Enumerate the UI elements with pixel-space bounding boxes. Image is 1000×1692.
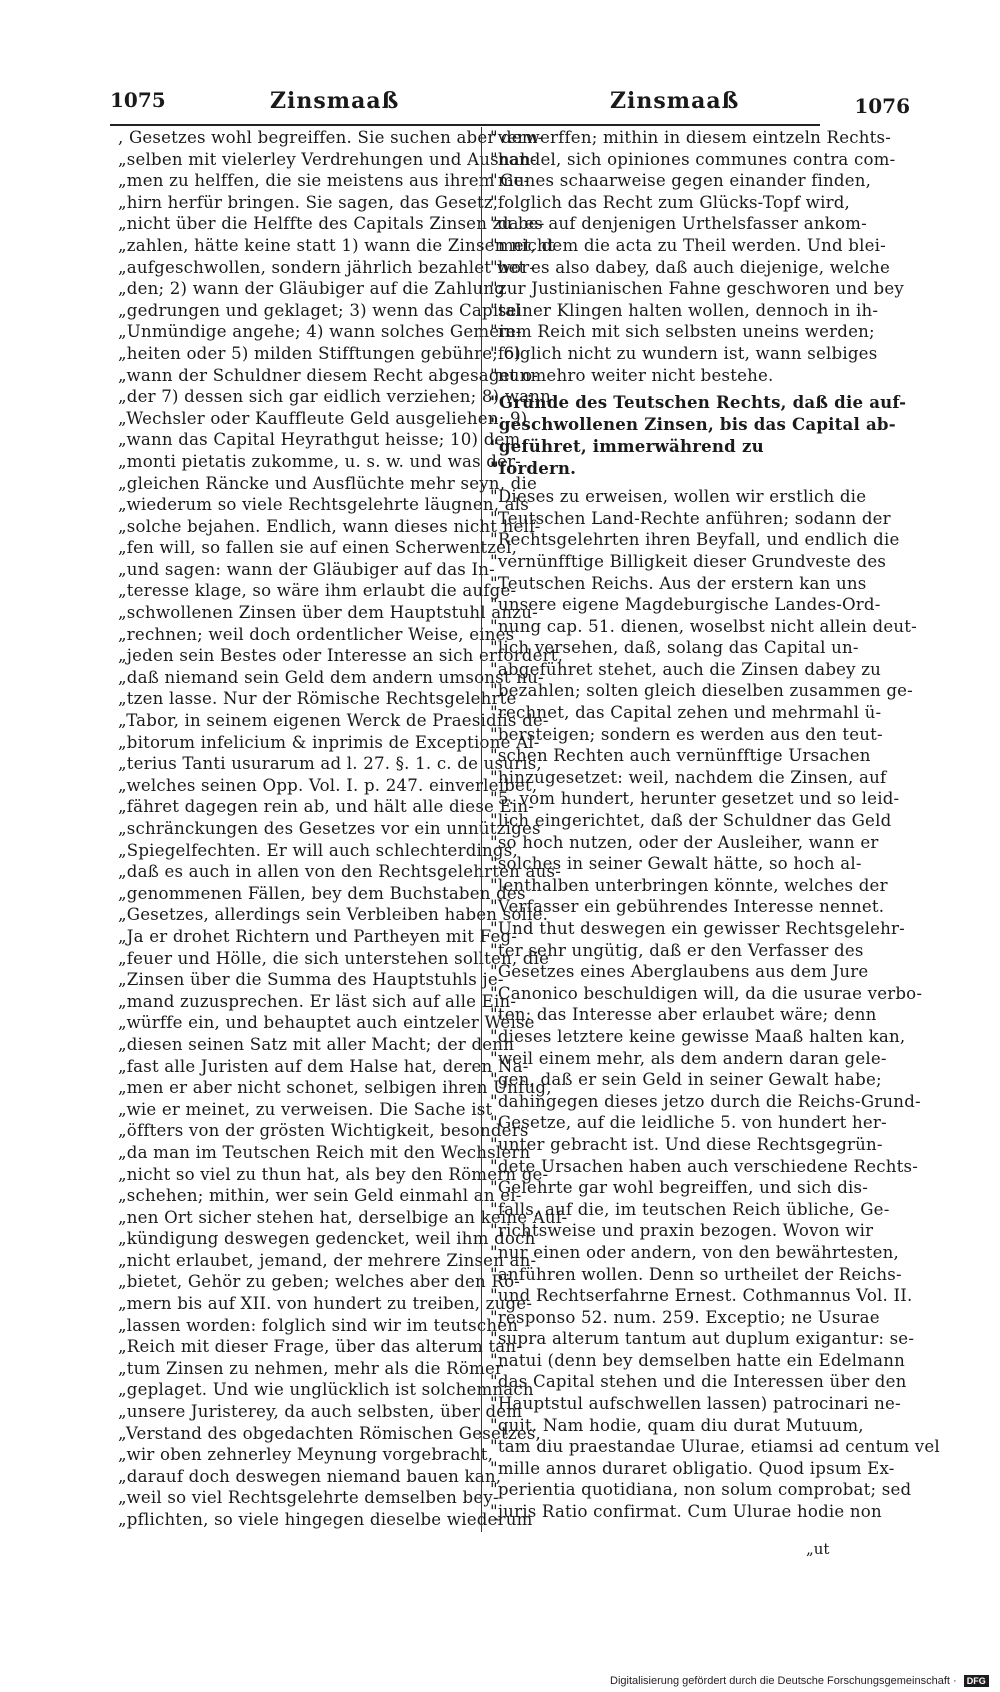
text-line: „diesen seinen Satz mit aller Macht; der denn	[118, 1034, 515, 1054]
text-line: „fast alle Juristen auf dem Halse hat, deren Na-	[118, 1056, 529, 1076]
dfg-logo: DFG	[964, 1675, 989, 1687]
text-line: , Gesetzes wohl begreiffen. Sie suchen aber dem-	[118, 128, 544, 147]
text-line: "Und thut deswegen ein gewisser Rechtsgelehr-	[490, 919, 905, 938]
text-line: „öffters von der grösten Wichtigkeit, besonders	[118, 1121, 529, 1141]
text-line: "mille annos duraret obligatio. Quod ipsum Ex-	[490, 1458, 895, 1478]
text-line: „Unmündige angehe; 4) wann solches Gemein-	[118, 322, 522, 342]
text-line: "seiner Klingen halten wollen, dennoch in ih-	[490, 300, 879, 320]
text-line: "vernünfftige Billigkeit dieser Grundveste des	[490, 551, 887, 571]
text-line: „mand zuzusprechen. Er läst sich auf alle Ein-	[118, 991, 517, 1011]
text-line: „daß niemand sein Geld dem andern umsonst nu-	[118, 667, 544, 687]
text-line: „jeden sein Bestes oder Interesse an sich erfordert,	[118, 646, 564, 666]
text-line: "dahingegen dieses jetzo durch die Reichs-Grund-	[490, 1091, 921, 1111]
text-line: "solches in seiner Gewalt hätte, so hoch al-	[490, 854, 862, 874]
heading-line: "geführet, immerwährend zu	[490, 436, 764, 457]
text-line: „men zu helffen, die sie meistens aus ihrem Ge-	[118, 171, 530, 191]
text-line: "verwerffen; mithin in diesem eintzeln Rechts-	[490, 128, 892, 147]
text-line: „feuer und Hölle, die sich unterstehen sollten, die	[118, 948, 550, 968]
text-line: „schränckungen des Gesetzes vor ein unnütziges	[118, 819, 541, 838]
heading-line: "geschwollenen Zinsen, bis das Capital ab-	[490, 414, 896, 435]
catchword: „ut	[806, 1540, 830, 1558]
text-line: „gedrungen und geklaget; 3) wenn das Capital	[118, 300, 521, 320]
header-rule	[110, 124, 820, 126]
text-line: „Spiegelfechten. Er will auch schlechterdings,	[118, 840, 518, 860]
text-line: "das Capital stehen und die Interessen über den	[490, 1372, 907, 1392]
text-line: "supra alterum tantum aut duplum exigantur: se-	[490, 1329, 915, 1349]
text-line: „heiten oder 5) milden Stifftungen gebühre; 6)	[118, 343, 521, 363]
text-line: „nicht erlaubet, jemand, der mehrere Zinsen an-	[118, 1250, 537, 1270]
text-line: "rechnet, das Capital zehen und mehrmahl ü-	[490, 703, 882, 723]
text-line: „wie er meinet, zu verweisen. Die Sache ist	[118, 1099, 493, 1119]
text-line: "gen, daß er sein Geld in seiner Gewalt habe;	[490, 1070, 882, 1090]
text-line: „genommenen Fällen, bey dem Buchstaben des	[118, 883, 526, 903]
text-line: "Verfasser ein gebührendes Interesse nennet.	[490, 897, 885, 917]
heading-line: "fordern.	[490, 458, 577, 479]
text-line: „terius Tanti usurarum ad l. 27. §. 1. c. de usuris,	[118, 754, 542, 774]
text-line: "zur Justinianischen Fahne geschworen und bey	[490, 279, 904, 299]
text-line: „Zinsen über die Summa des Hauptstuhls je-	[118, 970, 504, 990]
text-line: „und sagen: wann der Gläubiger auf das In-	[118, 559, 495, 579]
text-line: „bietet, Gehör zu geben; welches aber den Rö-	[118, 1272, 521, 1292]
text-line: „würffe ein, und behauptet auch eintzeler Weise	[118, 1013, 535, 1033]
section-heading	[490, 392, 907, 480]
text-line: „aufgeschwollen, sondern jährlich bezahlet wor-	[118, 257, 536, 277]
text-line: "Gesetze, auf die leidliche 5. von hundert her-	[490, 1113, 887, 1133]
text-line: "handel, sich opiniones communes contra com-	[490, 149, 896, 169]
text-line: „selben mit vielerley Verdrehungen und Ausnah-	[118, 149, 537, 169]
text-line: „wann der Schuldner diesem Recht abgesaget o-	[118, 365, 539, 385]
text-line: "lich versehen, daß, solang das Capital un-	[490, 638, 859, 658]
text-line: "ter sehr ungütig, daß er den Verfasser des	[490, 940, 864, 960]
right-column-text-top	[490, 127, 904, 386]
text-line: „welches seinen Opp. Vol. I. p. 247. einverleibet,	[118, 775, 538, 795]
footer-text: Digitalisierung gefördert durch die Deutsche Forschungsgemeinschaft ·	[610, 1675, 957, 1687]
text-line: „monti pietatis zukomme, u. s. w. und was der-	[118, 451, 522, 471]
text-line: „rechnen; weil doch ordentlicher Weise, eines	[118, 624, 515, 644]
text-line: „mern bis auf XII. von hundert zu treiben, zuge-	[118, 1294, 533, 1314]
text-line: "bersteigen; sondern es werden aus den teut-	[490, 724, 883, 744]
text-line: "weil einem mehr, als dem andern daran gele-	[490, 1048, 887, 1068]
text-line: "unsere eigene Magdeburgische Landes-Ord-	[490, 595, 881, 615]
text-line: „fen will, so fallen sie auf einen Scherwentzel,	[118, 538, 518, 558]
text-line: "Canonico beschuldigen will, da die usurae verbo-	[490, 983, 923, 1003]
text-line: „fähret dagegen rein ab, und hält alle diese Ein-	[118, 797, 535, 817]
digitization-footer	[610, 1675, 989, 1687]
text-line: "munes schaarweise gegen einander finden,	[490, 171, 872, 191]
text-line: „Reich mit dieser Frage, über das alterum tan-	[118, 1337, 523, 1357]
text-line: "richtsweise und praxin bezogen. Wovon wir	[490, 1221, 874, 1241]
text-line: "bet es also dabey, daß auch diejenige, welche	[490, 257, 891, 277]
right-column	[490, 127, 940, 1523]
text-line: „Gesetzes, allerdings sein Verbleiben haben solle.	[118, 905, 549, 925]
text-line: "dieses letztere keine gewisse Maaß halten kan,	[490, 1026, 906, 1046]
text-line: "da es auf denjenigen Urthelsfasser ankom-	[490, 214, 867, 234]
text-line: "falls, auf die, im teutschen Reich übliche, Ge-	[490, 1199, 890, 1219]
text-line: „nicht so viel zu thun hat, als bey den Römern ge-	[118, 1164, 549, 1184]
text-line: "dete Ursachen haben auch verschiedene Rechts-	[490, 1156, 919, 1176]
text-line: "responso 52. num. 259. Exceptio; ne Usurae	[490, 1307, 880, 1327]
text-line: "tam diu praestandae Ulurae, etiamsi ad centum vel	[490, 1437, 940, 1457]
text-line: "abgeführet stehet, auch die Zinsen dabey zu	[490, 659, 882, 679]
text-line: „Ja er drohet Richtern und Partheyen mit Feg-	[118, 926, 518, 946]
text-line: "lenthalben unterbringen könnte, welches der	[490, 875, 888, 895]
text-line: „Tabor, in seinem eigenen Werck de Praesidiis de-	[118, 711, 549, 731]
running-head-left: Zinsmaaß	[270, 88, 400, 114]
text-line: "Gesetzes eines Aberglaubens aus dem Jure	[490, 962, 869, 982]
text-line: „da man im Teutschen Reich mit den Wechslern	[118, 1142, 531, 1162]
text-line: "rem Reich mit sich selbsten uneins werden;	[490, 322, 875, 342]
text-line: "unter gebracht ist. Und diese Rechtsgegrün-	[490, 1134, 883, 1154]
text-line: „nicht über die Helffte des Capitals Zinsen zu be-	[118, 214, 545, 234]
text-line: „teresse klage, so wäre ihm erlaubt die aufge-	[118, 581, 517, 601]
text-line: „Wechsler oder Kauffleute Geld ausgeliehen; 9)	[118, 408, 528, 428]
text-line: „schehen; mithin, wer sein Geld einmahl an ei-	[118, 1186, 522, 1206]
text-line: "und Rechtserfahrne Ernest. Cothmannus Vol. II.	[490, 1286, 913, 1306]
page-header	[110, 88, 910, 124]
page-number-left: 1075	[110, 88, 166, 112]
text-line: "lich eingerichtet, daß der Schuldner das Geld	[490, 811, 892, 831]
text-line: "anführen wollen. Denn so urtheilet der Reichs-	[490, 1264, 902, 1284]
text-line: "bezahlen; solten gleich dieselben zusammen ge-	[490, 681, 913, 701]
text-line: „den; 2) wann der Gläubiger auf die Zahlung	[118, 279, 506, 299]
text-line: „solche bejahen. Endlich, wann dieses nicht helf-	[118, 516, 541, 536]
text-line: "met, dem die acta zu Theil werden. Und blei-	[490, 235, 886, 255]
text-line: „der 7) dessen sich gar eidlich verziehen; 8) wann	[118, 387, 552, 407]
text-line: "folglich das Recht zum Glücks-Topf wird,	[490, 192, 851, 212]
text-line: "Teutschen Land-Rechte anführen; sodann der	[490, 508, 891, 528]
text-line: "nur einen oder andern, von den bewährtesten,	[490, 1242, 899, 1262]
text-line: "Dieses zu erweisen, wollen wir erstlich die	[490, 487, 867, 507]
text-line: „hirn herfür bringen. Sie sagen, das Gesetz,	[118, 192, 499, 212]
text-line: „bitorum infelicium & inprimis de Exceptione Al-	[118, 732, 540, 752]
text-line: "natui (denn bey demselben hatte ein Edelmann	[490, 1350, 905, 1370]
text-line: „daß es auch in allen von den Rechtsgelehrten aus-	[118, 862, 562, 882]
text-line: "Gelehrte gar wohl begreiffen, und sich dis-	[490, 1178, 869, 1198]
column-divider	[481, 127, 482, 1532]
text-line: "nunmehro weiter nicht bestehe.	[490, 365, 774, 385]
text-line: "so hoch nutzen, oder der Ausleiher, wann er	[490, 832, 879, 852]
running-head-right: Zinsmaaß	[610, 88, 740, 114]
text-line: "schen Rechten auch vernünfftige Ursachen	[490, 746, 871, 766]
text-line: „Verstand des obgedachten Römischen Gesetzes,	[118, 1423, 542, 1443]
text-line: "Hauptstul aufschwellen lassen) patrocinari ne-	[490, 1394, 901, 1414]
text-line: „pflichten, so viele hingegen dieselbe wiederum	[118, 1510, 533, 1529]
text-line: „kündigung deswegen gedencket, weil ihm doch	[118, 1229, 536, 1249]
text-line: "Rechtsgelehrten ihren Beyfall, und endlich die	[490, 530, 900, 550]
text-line: „schwollenen Zinsen über dem Hauptstuhl anzu-	[118, 603, 538, 623]
text-line: "folglich nicht zu wundern ist, wann selbiges	[490, 343, 878, 363]
text-line: „wir oben zehnerley Meynung vorgebracht,	[118, 1445, 494, 1465]
text-line: „weil so viel Rechtsgelehrte demselben bey-	[118, 1488, 499, 1508]
text-line: „unsere Juristerey, da auch selbsten, über dem	[118, 1402, 523, 1422]
text-line: „nen Ort sicher stehen hat, derselbige an keine Auf-	[118, 1207, 568, 1227]
text-line: „tum Zinsen zu nehmen, mehr als die Römer	[118, 1358, 504, 1378]
text-line: "nung cap. 51. dienen, woselbst nicht allein deut-	[490, 616, 917, 636]
text-line: „wann das Capital Heyrathgut heisse; 10) dem	[118, 430, 521, 450]
page-number-right: 1076	[854, 94, 910, 118]
text-line: „tzen lasse. Nur der Römische Rechtsgelehrte	[118, 689, 517, 709]
text-line: "hinzugesetzet: weil, nachdem die Zinsen, auf	[490, 767, 887, 787]
right-column-text-bottom	[490, 486, 940, 1523]
text-line: "ten: das Interesse aber erlaubet wäre; denn	[490, 1005, 877, 1025]
text-line: „darauf doch deswegen niemand bauen kan,	[118, 1466, 502, 1486]
text-line: „men er aber nicht schonet, selbigen ihren Unfug,	[118, 1078, 552, 1098]
text-line: "perientia quotidiana, non solum comprobat; sed	[490, 1480, 912, 1500]
text-line: "Teutschen Reichs. Aus der erstern kan uns	[490, 573, 867, 593]
heading-line: "Gründe des Teutschen Rechts, daß die auf-	[490, 392, 907, 413]
text-line: "5. vom hundert, herunter gesetzet und so leid-	[490, 789, 900, 809]
text-line: „lassen worden: folglich sind wir im teutschen	[118, 1315, 519, 1335]
text-line: „gleichen Räncke und Ausflüchte mehr seyn, die	[118, 473, 537, 493]
text-line: „wiederum so viele Rechtsgelehrte läugnen, als	[118, 495, 529, 515]
text-line: "juris Ratio confirmat. Cum Ulurae hodie non	[490, 1502, 882, 1522]
text-line: „geplaget. Und wie unglücklich ist solchemnach	[118, 1380, 534, 1400]
text-line: „zahlen, hätte keine statt 1) wann die Zinsen nicht	[118, 235, 555, 255]
text-line: "quit. Nam hodie, quam diu durat Mutuum,	[490, 1415, 864, 1435]
